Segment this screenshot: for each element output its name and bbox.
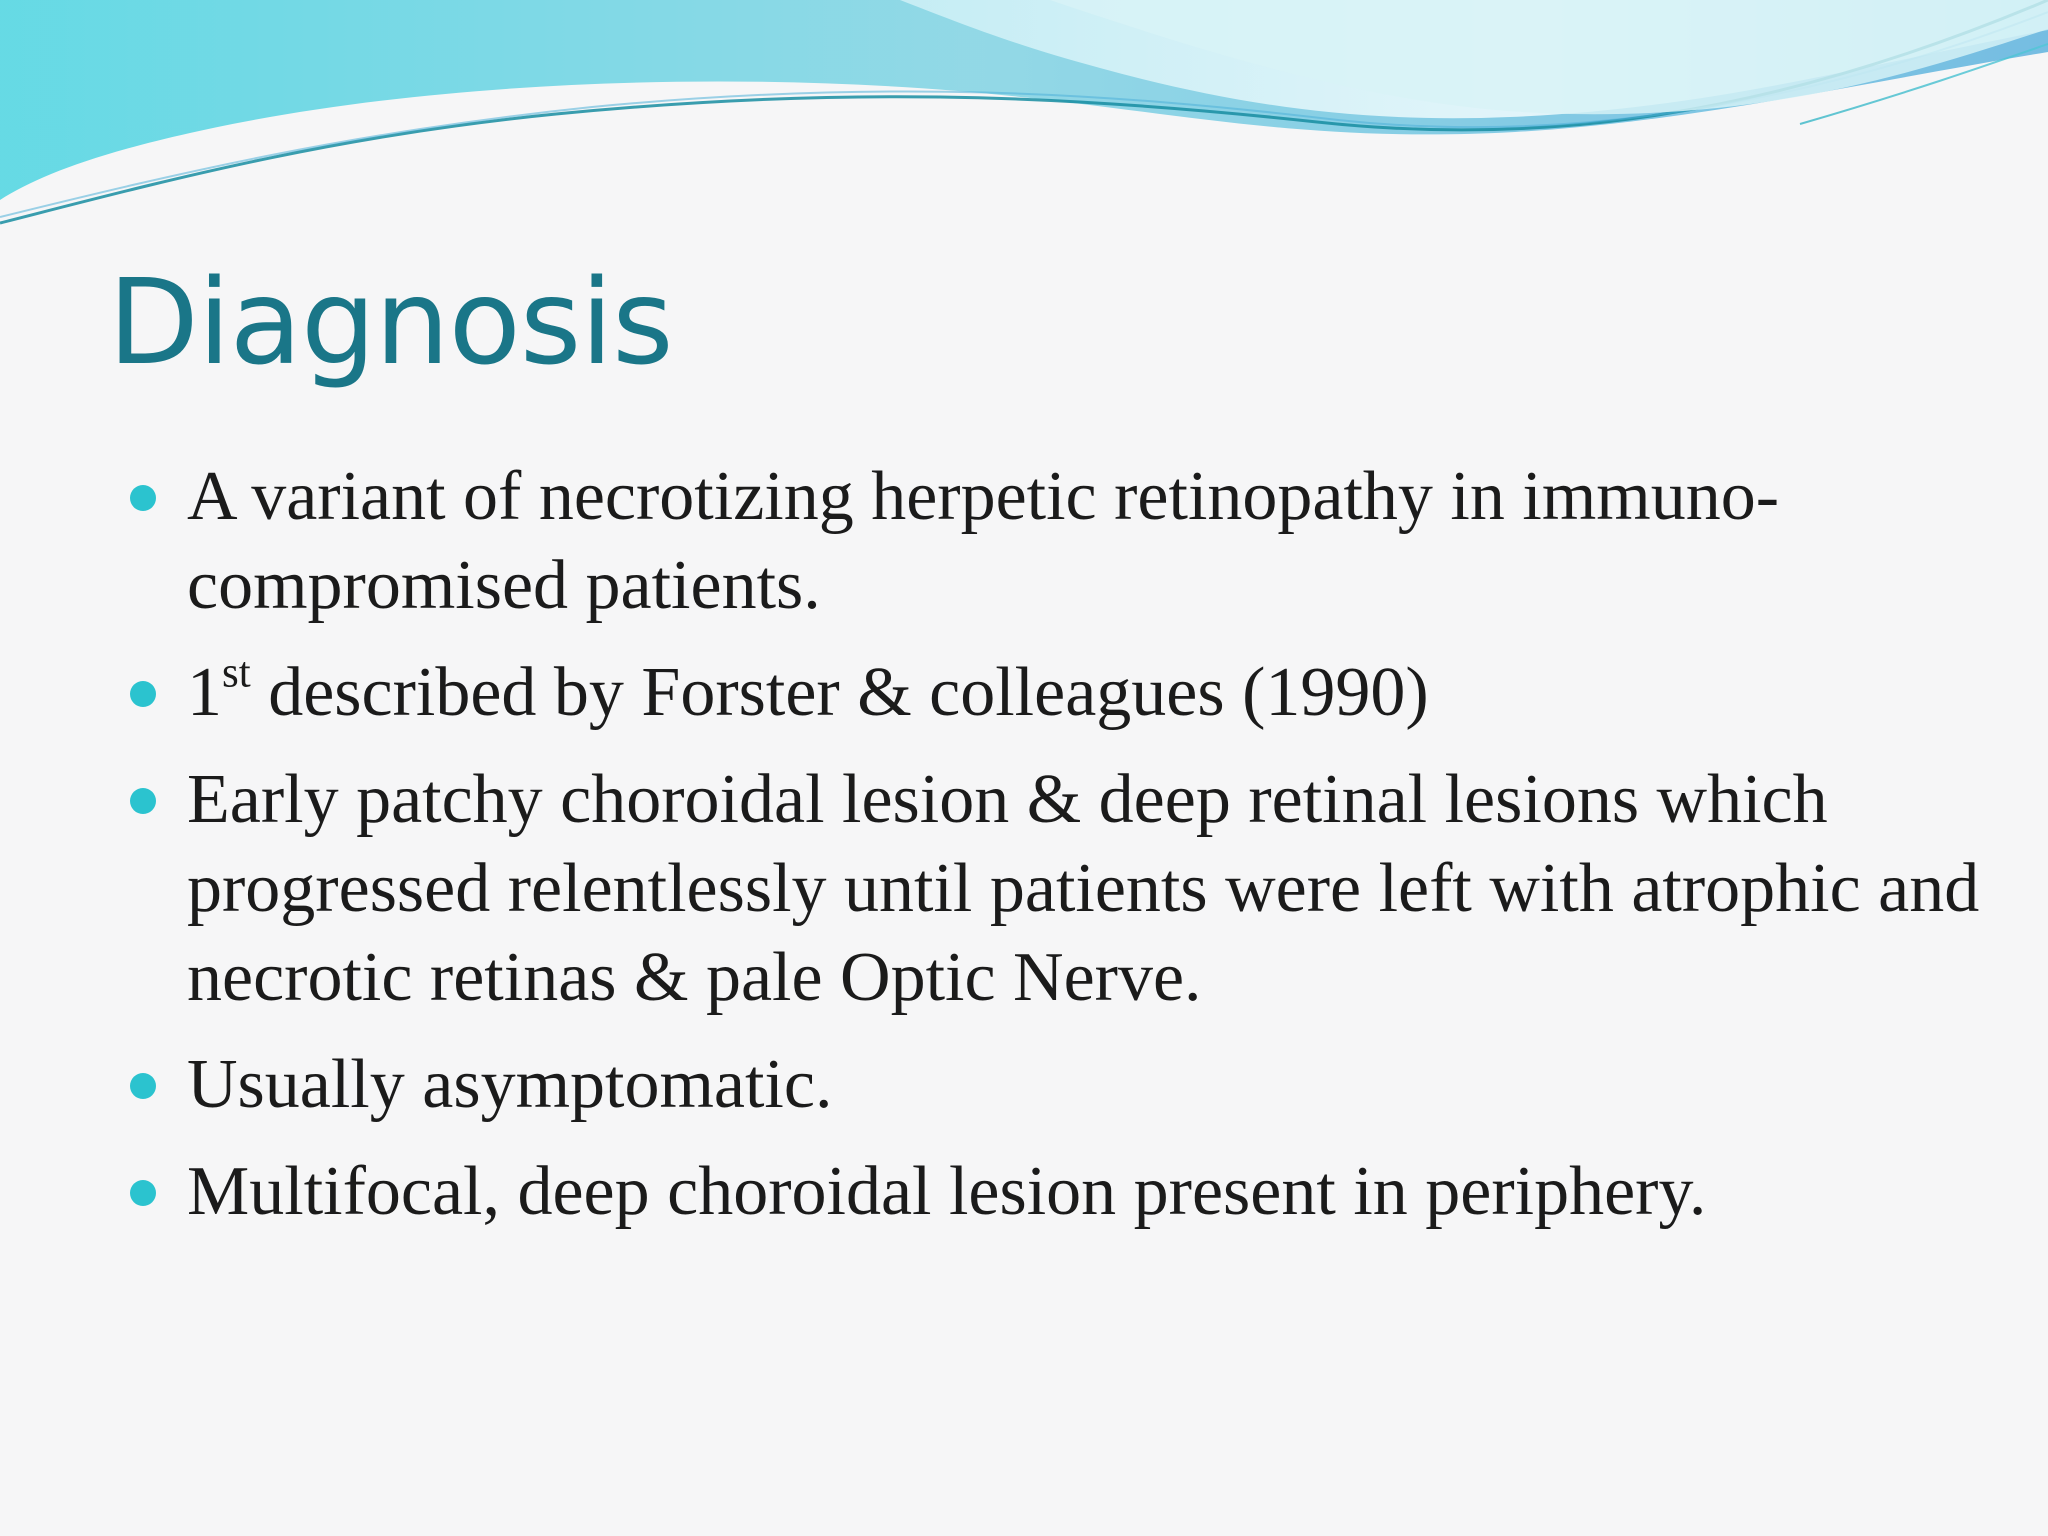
bullet-item-described (130, 648, 1990, 737)
bullet-dot-icon (130, 788, 156, 814)
bullet-prefix-ordinal: 1 (187, 654, 222, 731)
bullet-text-variant: A variant of necrotizing herpetic retinopathy in immuno-compromised patients. (187, 458, 1780, 624)
bullet-dot-icon (130, 681, 156, 707)
bullet-item-multifocal (130, 1147, 1990, 1236)
slide-title: Diagnosis (108, 253, 673, 391)
bullet-dot-icon (130, 1073, 156, 1099)
bullet-text-described: described by Forster & colleagues (1990) (250, 654, 1429, 731)
bullet-item-lesions (130, 755, 1990, 1022)
bullet-item-variant (130, 452, 1990, 630)
ordinal-superscript: st (222, 649, 251, 697)
decorative-wave-header (0, 0, 2048, 260)
bullet-dot-icon (130, 485, 156, 511)
bullet-text-lesions: Early patchy choroidal lesion & deep retinal lesions which progressed relentlessly until patients were left with atrophic and necrotic retinas & pale Optic Nerve. (187, 761, 1980, 1016)
bullet-list (130, 452, 1990, 1254)
bullet-item-asymptomatic (130, 1040, 1990, 1129)
bullet-text-multifocal: Multifocal, deep choroidal lesion present in periphery. (187, 1153, 1707, 1230)
bullet-dot-icon (130, 1180, 156, 1206)
bullet-text-asymptomatic: Usually asymptomatic. (187, 1046, 833, 1123)
